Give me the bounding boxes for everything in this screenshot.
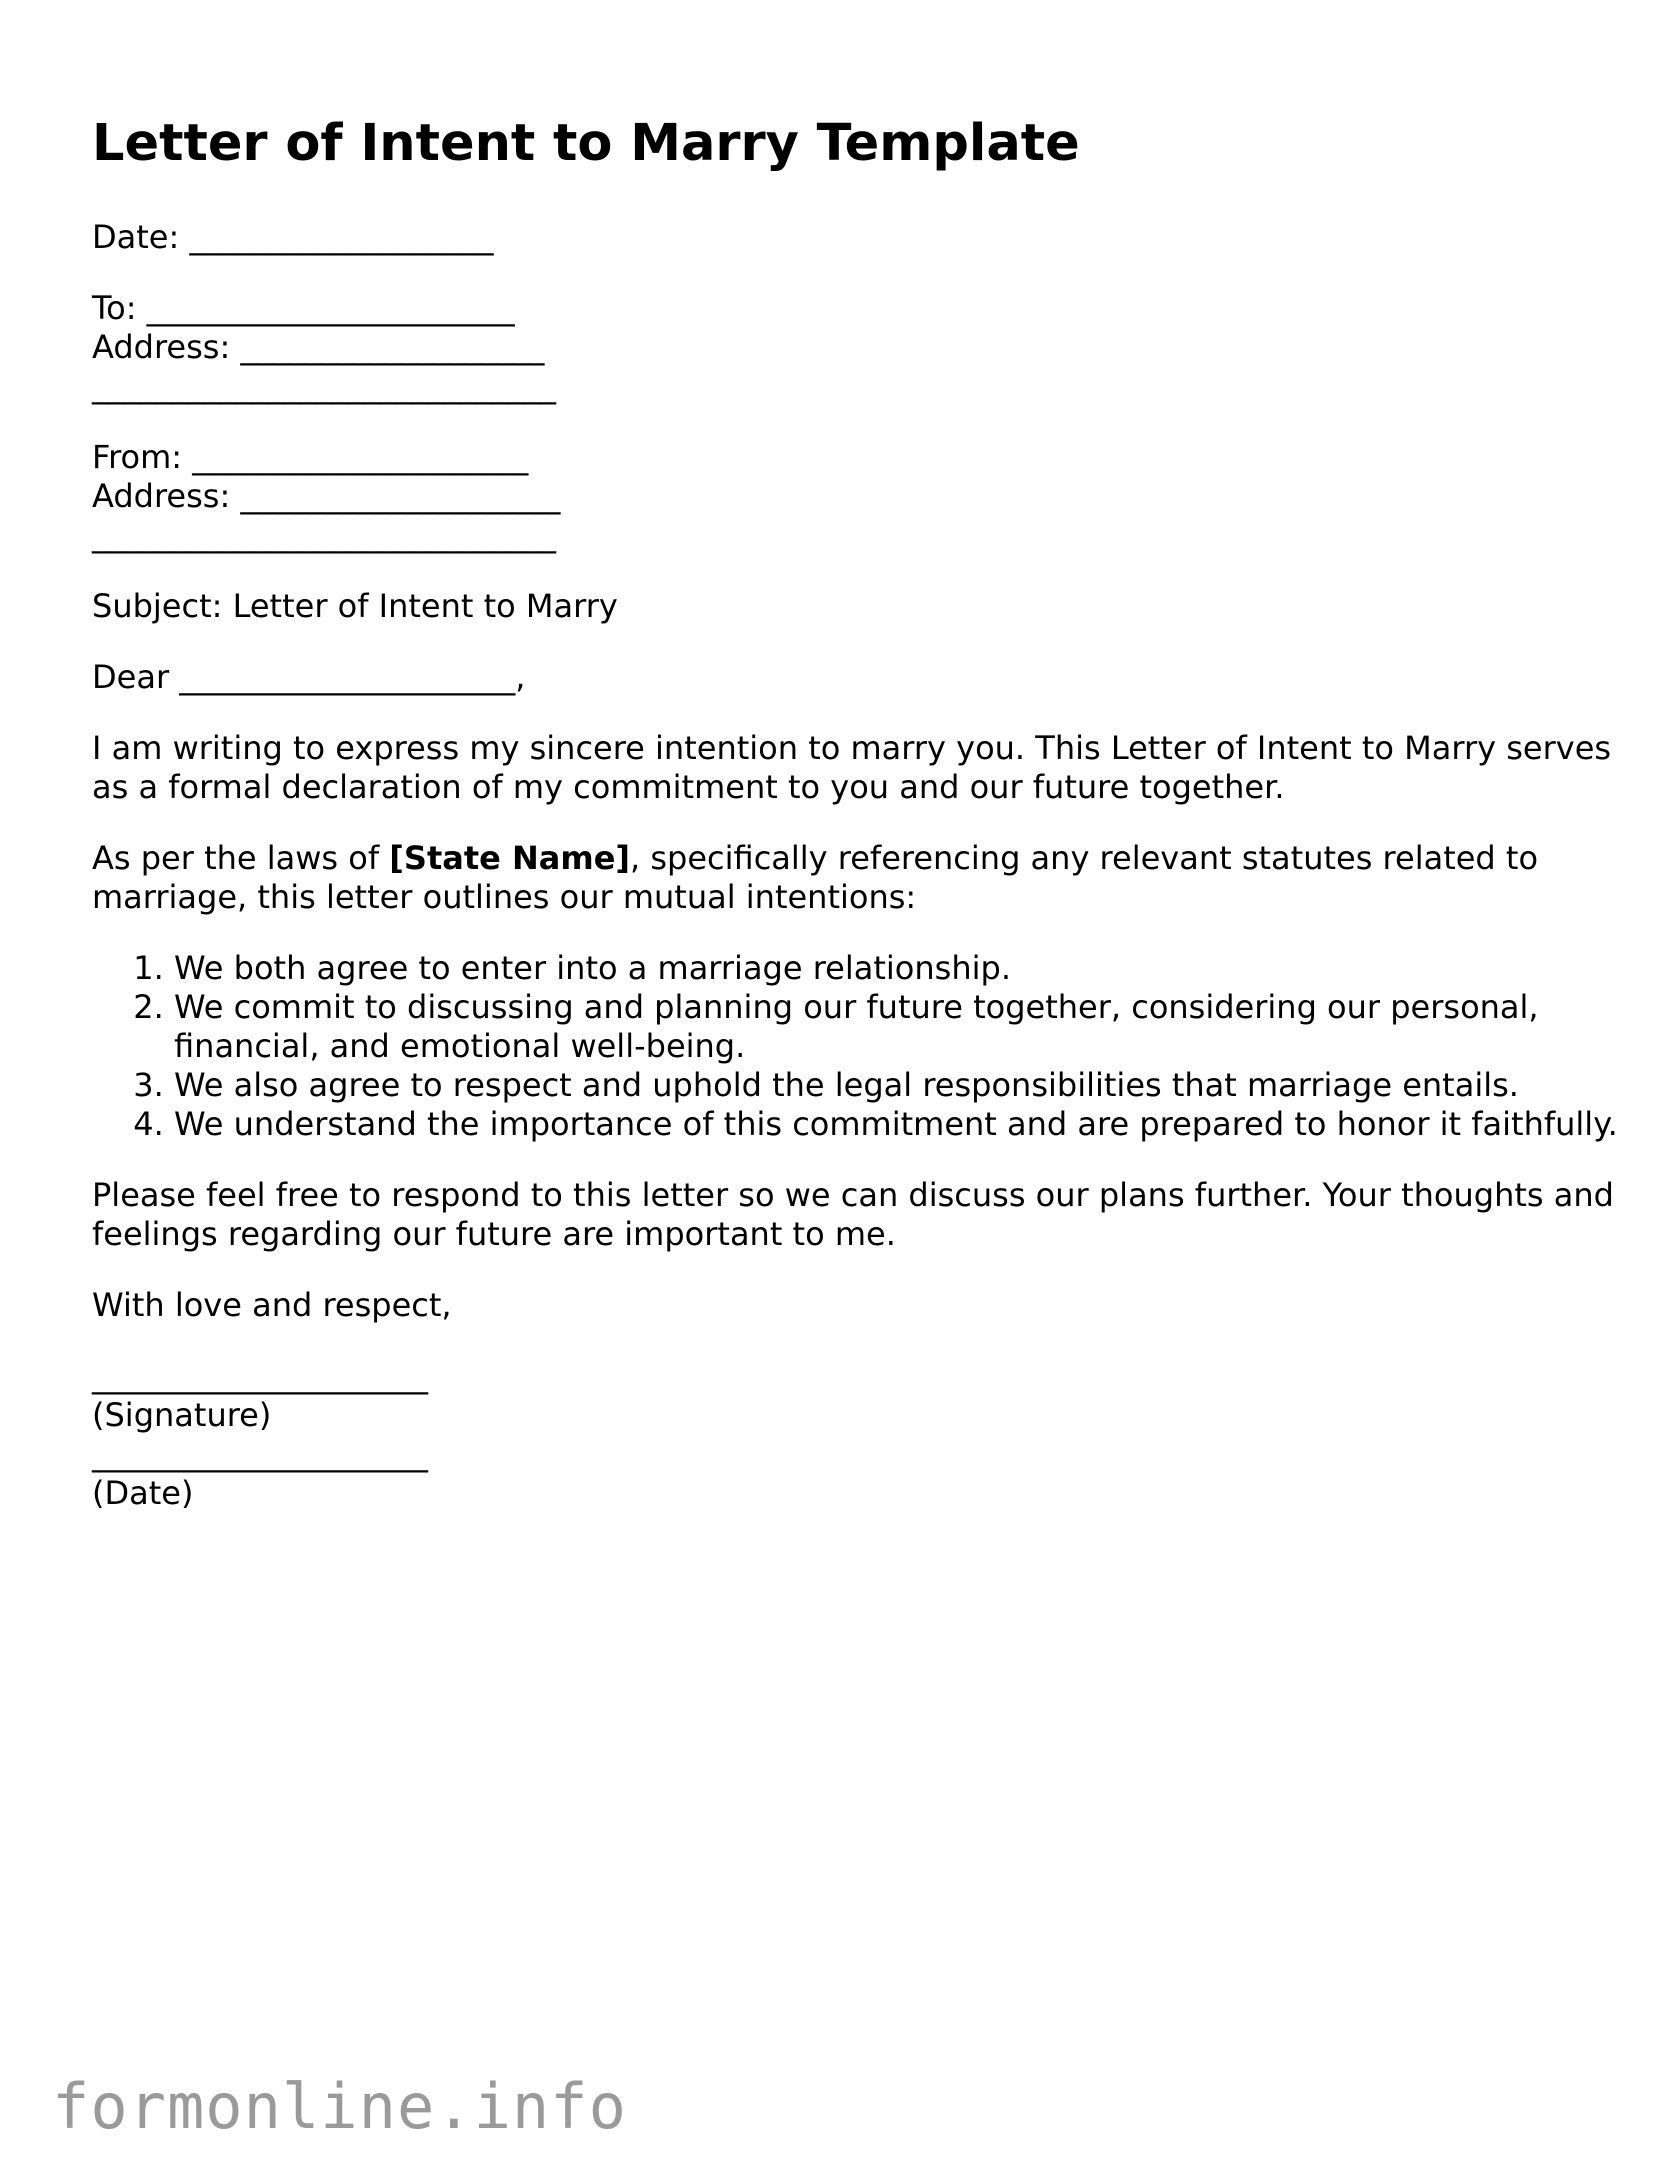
date-sign-line: _____________________ [92,1435,428,1473]
to-field: To: _______________________ [92,289,515,327]
to-address-field: Address: ___________________ [92,328,545,366]
signature-block [92,1357,1622,1513]
document-title: Letter of Intent to Marry Template [92,114,1080,173]
date-field: Date: ___________________ [92,218,494,256]
salutation: Dear _____________________, [92,658,526,696]
state-name-placeholder: [State Name] [389,839,631,877]
recipient-block [92,289,1622,406]
laws-paragraph-prefix: As per the laws of [92,839,390,877]
sender-block [92,438,1622,555]
date-sign-label: (Date) [92,1474,194,1512]
signature-line: _____________________ [92,1357,428,1395]
signature-label: (Signature) [92,1396,272,1434]
laws-paragraph-suffix: , specifically referencing any relevant statutes related to marriage, this letter outlines our mutual intentions: [92,839,1539,916]
from-address-field: Address: ____________________ [92,477,561,515]
list-item: 3. We also agree to respect and uphold the legal responsibilities that marriage entails. [174,1066,1622,1105]
closing-line: With love and respect, [92,1286,452,1324]
from-address-extra-field: _____________________________ [92,516,556,554]
from-field: From: _____________________ [92,438,529,476]
response-paragraph: Please feel free to respond to this letter so we can discuss our plans further. Your thoughts and feelings regarding our future are important to me. [92,1176,1614,1253]
list-item: 2. We commit to discussing and planning our future together, considering our personal, financial, and emotional well-being. [174,988,1622,1066]
intro-paragraph: I am writing to express my sincere intention to marry you. This Letter of Intent to Marry serves as a formal declaration of my commitment to you and our future together. [92,729,1612,806]
list-item: 4. We understand the importance of this commitment and are prepared to honor it faithfully. [174,1105,1622,1144]
laws-paragraph [92,839,1622,917]
to-address-extra-field: _____________________________ [92,367,556,405]
letter-document [92,108,1622,1513]
watermark: formonline.info [52,2070,627,2143]
list-item: 1. We both agree to enter into a marriage relationship. [174,949,1622,988]
subject-line: Subject: Letter of Intent to Marry [92,587,618,625]
intentions-list [92,949,1622,1144]
